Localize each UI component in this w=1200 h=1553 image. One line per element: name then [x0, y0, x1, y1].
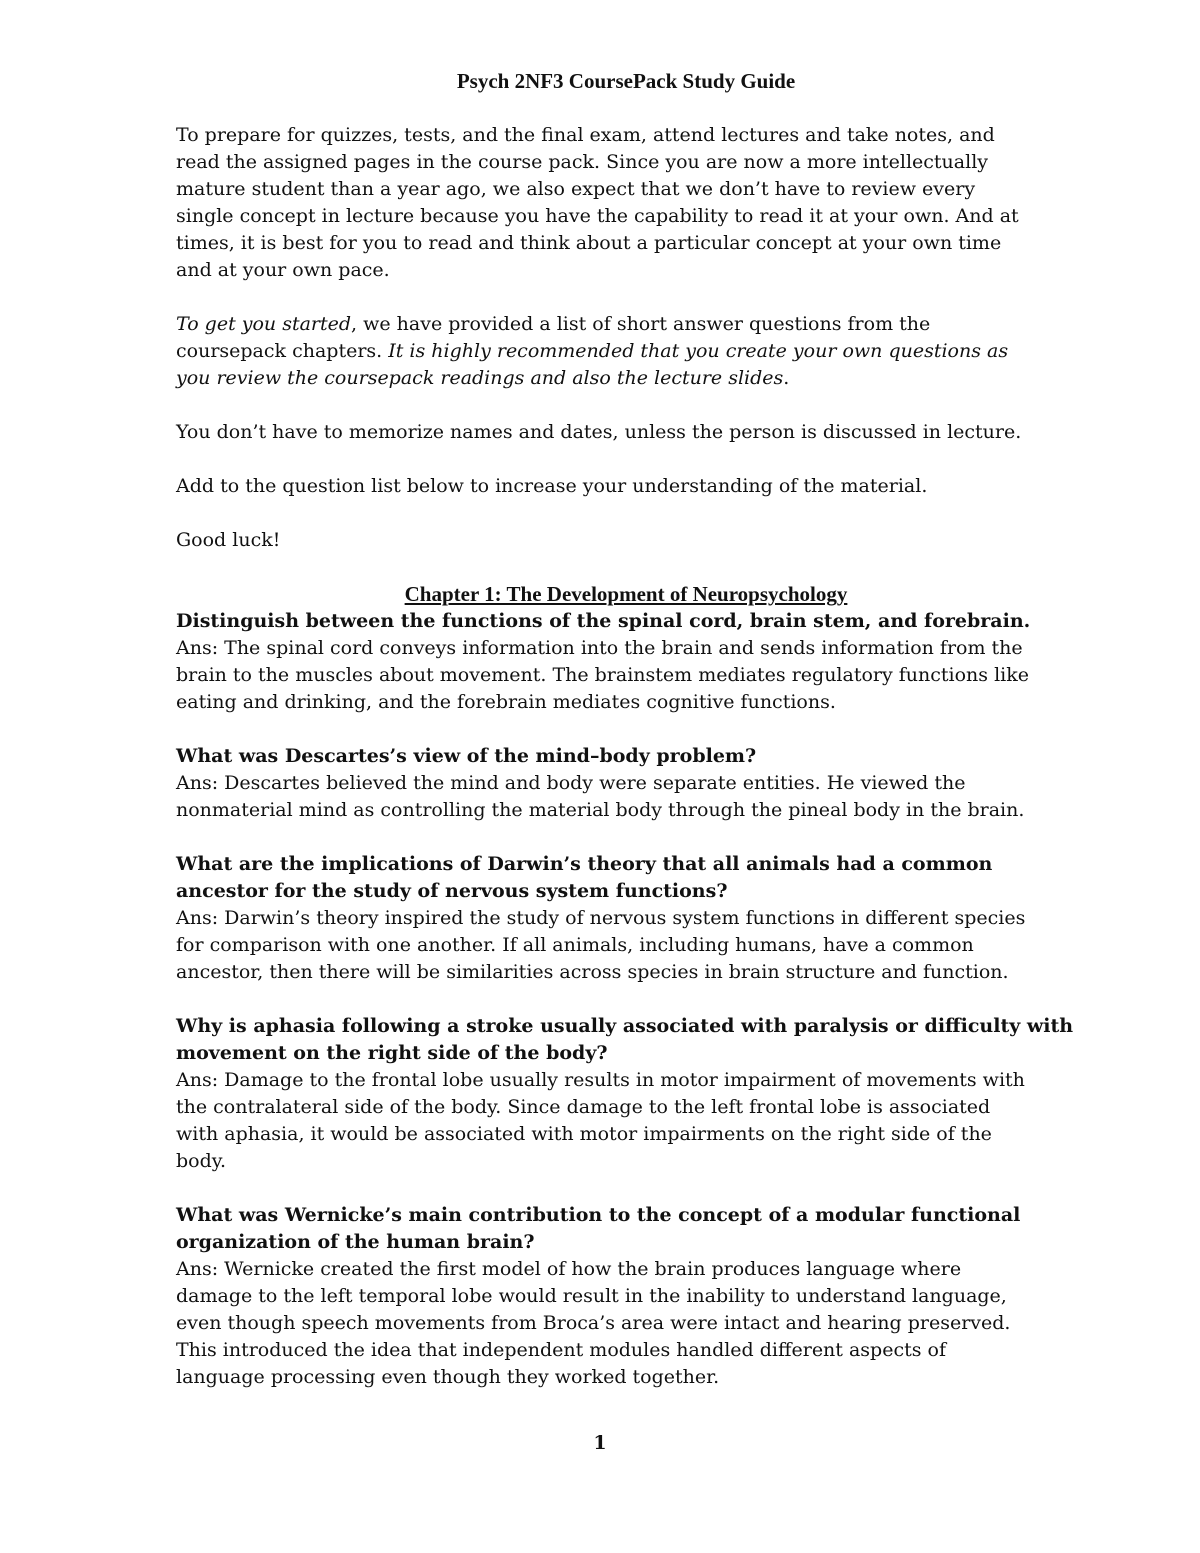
answer-text: Ans: Descartes believed the mind and body were separate entities. He viewed the nonmaterial mind as controlling the material body through the pineal body in the brain. [176, 772, 1025, 821]
page-content [176, 68, 1076, 1418]
page-number: 1 [593, 1432, 607, 1454]
answer-text: Ans: Damage to the frontal lobe usually results in motor impairment of movements with the contralateral side of the body. Since damage to the left frontal lobe is associated with aphasia, it would be associated with motor impairments on the right side of the body. [176, 1069, 1025, 1172]
intro-section [176, 122, 1076, 554]
question-text: Distinguish between the functions of the spinal cord, brain stem, and forebrain. [176, 610, 1031, 632]
getting-started-paragraph [176, 311, 1026, 392]
document-title: Psych 2NF3 CoursePack Study Guide [456, 69, 796, 93]
recommendation-period: . [783, 367, 790, 389]
recommendation-text: It is highly recommended that you create your own questions as you review the coursepack readings and also the lecture slides [176, 340, 1009, 389]
question-text: What was Wernicke’s main contribution to the concept of a modular functional organization of the human brain? [176, 1204, 1021, 1253]
qa-item [176, 608, 1076, 716]
getting-started-emphasis: To get you started [176, 313, 352, 335]
answer-text: Ans: Wernicke created the first model of how the brain produces language where damage to the left temporal lobe would result in the inability to understand language, even though speech movements from Broca’s area were intact and hearing preserved. This introduced the idea that independent modules handled different aspects of language processing even though they worked together. [176, 1258, 1011, 1388]
question-text: Why is aphasia following a stroke usually associated with paralysis or difficulty with movement on the right side of the body? [176, 1015, 1074, 1064]
intro-paragraph: To prepare for quizzes, tests, and the final exam, attend lectures and take notes, and read the assigned pages in the course pack. Since you are now a more intellectually mature student than a year ago, we also expect that we don’t have to review every single concept in lecture because you have the capability to read it at your own. And at times, it is best for you to read and think about a particular concept at your own time and at your own pace. [176, 124, 1019, 281]
qa-item [176, 743, 1076, 824]
qa-item [176, 851, 1076, 986]
qa-item [176, 1202, 1076, 1391]
getting-started-text: , we have provided a list of short answer questions from the coursepack chapters. [176, 313, 931, 362]
qa-item [176, 1013, 1076, 1175]
chapter-heading: Chapter 1: The Development of Neuropsychology [404, 582, 848, 606]
memorize-note: You don’t have to memorize names and dates, unless the person is discussed in lecture. [176, 421, 1022, 443]
add-questions-note: Add to the question list below to increase your understanding of the material. [176, 475, 928, 497]
answer-text: Ans: The spinal cord conveys information into the brain and sends information from the brain to the muscles about movement. The brainstem mediates regulatory functions like eating and drinking, and the forebrain mediates cognitive functions. [176, 637, 1029, 713]
answer-text: Ans: Darwin’s theory inspired the study of nervous system functions in different species for comparison with one another. If all animals, including humans, have a common ancestor, then there will be similarities across species in brain structure and function. [176, 907, 1026, 983]
question-text: What are the implications of Darwin’s theory that all animals had a common ancestor for the study of nervous system functions? [176, 853, 993, 902]
good-luck-note: Good luck! [176, 529, 281, 551]
question-text: What was Descartes’s view of the mind–body problem? [176, 745, 757, 767]
